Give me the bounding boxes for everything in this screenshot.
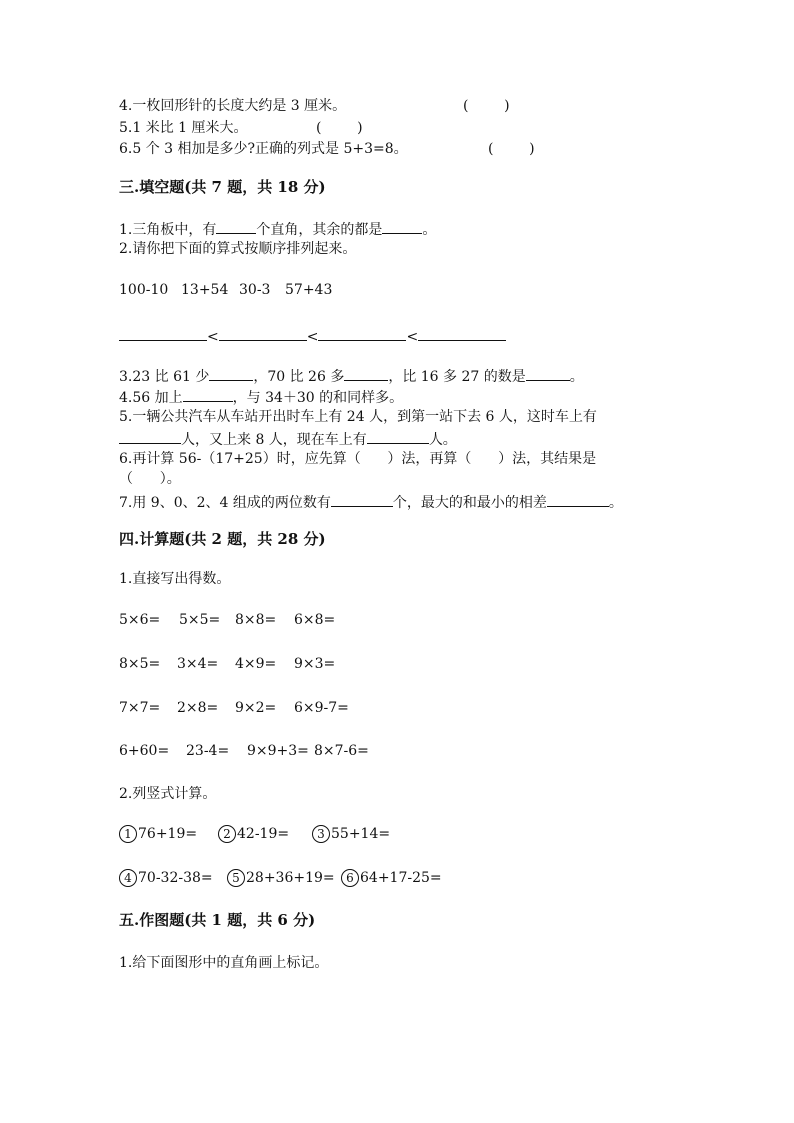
answer-blank[interactable]: [216, 219, 256, 234]
oral-calc-item: 9×3=: [294, 656, 336, 672]
fill-question-1: 1.三角板中，有 个直角，其余的都是 。: [119, 219, 436, 239]
answer-blank[interactable]: [119, 326, 207, 341]
vertical-calc-item: 4 70-32-38=: [119, 869, 213, 887]
section-heading-calculation: 四.计算题(共 2 题，共 28 分): [119, 530, 326, 548]
less-than-sign: <: [406, 329, 419, 345]
judgement-question-5: 5.1 米比 1 厘米大。: [119, 120, 248, 136]
answer-blank[interactable]: [318, 326, 406, 341]
fill-question-7: 7.用 9、0、2、4 组成的两位数有 个，最大的和最小的相差 。: [119, 492, 623, 512]
ordering-answer-line: [119, 326, 506, 346]
fill-question-5-line-2: 人，又上来 8 人，现在车上有 人。: [119, 429, 457, 449]
answer-bracket-q4: ( ): [463, 98, 510, 114]
answer-blank[interactable]: [331, 492, 393, 507]
vertical-calc-row: [119, 825, 439, 845]
circled-number: 1: [119, 825, 137, 843]
oral-calc-row: [119, 611, 419, 629]
fill-question-2: 2.请你把下面的算式按顺序排列起来。: [119, 241, 357, 257]
expression: 57+43: [285, 282, 333, 298]
answer-bracket-q5: ( ): [316, 120, 363, 136]
drawing-question-1: 1.给下面图形中的直角画上标记。: [119, 955, 329, 971]
vertical-calc-row: [119, 869, 459, 889]
vertical-calc-item: 3 55+14=: [312, 825, 390, 843]
expression: 30-3: [239, 282, 271, 298]
fill-question-3: 3.23 比 61 少 ，70 比 26 多 ，比 16 多 27 的数是 。: [119, 366, 584, 386]
oral-calc-item: 9×9+3=: [247, 743, 309, 759]
less-than-sign: <: [306, 329, 319, 345]
vertical-calc-item: 6 64+17-25=: [341, 869, 442, 887]
oral-calc-item: 6×9-7=: [294, 700, 349, 716]
circled-number: 6: [341, 869, 359, 887]
oral-calc-item: 5×5=: [179, 612, 221, 628]
oral-calc-item: 6×8=: [294, 612, 336, 628]
fill-question-6-line-2: （ ）。: [119, 471, 181, 487]
section-heading-drawing: 五.作图题(共 1 题，共 6 分): [119, 911, 316, 929]
oral-calc-item: 8×8=: [235, 612, 277, 628]
oral-calc-row: [119, 655, 419, 673]
oral-calc-item: 2×8=: [177, 700, 219, 716]
section-heading-fill-blank: 三.填空题(共 7 题，共 18 分): [119, 178, 326, 196]
vertical-calc-item: 2 42-19=: [218, 825, 289, 843]
answer-blank[interactable]: [418, 326, 506, 341]
answer-blank[interactable]: [526, 366, 570, 381]
vertical-calc-item: 1 76+19=: [119, 825, 197, 843]
circled-number: 5: [227, 869, 245, 887]
answer-bracket-q6: ( ): [488, 141, 535, 157]
answer-blank[interactable]: [547, 492, 609, 507]
circled-number: 4: [119, 869, 137, 887]
answer-blank[interactable]: [367, 429, 429, 444]
oral-calc-item: 8×7-6=: [314, 743, 369, 759]
oral-calc-item: 9×2=: [235, 700, 277, 716]
fill-question-4: 4.56 加上 ，与 34＋30 的和同样多。: [119, 387, 403, 407]
answer-blank[interactable]: [209, 366, 253, 381]
oral-calc-item: 5×6=: [119, 612, 161, 628]
circled-number: 3: [312, 825, 330, 843]
expression: 100-10: [119, 282, 169, 298]
expression: 13+54: [181, 282, 229, 298]
oral-calc-item: 6+60=: [119, 743, 170, 759]
oral-calc-row: [119, 699, 419, 717]
judgement-question-6: 6.5 个 3 相加是多少?正确的列式是 5+3=8。: [119, 141, 408, 157]
fill-question-5-line-1: 5.一辆公共汽车从车站开出时车上有 24 人，到第一站下去 6 人，这时车上有: [119, 409, 597, 425]
calc-question-2: 2.列竖式计算。: [119, 786, 217, 802]
answer-blank[interactable]: [219, 326, 307, 341]
answer-blank[interactable]: [382, 219, 422, 234]
oral-calc-item: 23-4=: [186, 743, 230, 759]
expression-list: [119, 281, 419, 299]
oral-calc-item: 3×4=: [177, 656, 219, 672]
calc-question-1: 1.直接写出得数。: [119, 571, 231, 587]
answer-blank[interactable]: [119, 429, 181, 444]
oral-calc-item: 4×9=: [235, 656, 277, 672]
less-than-sign: <: [207, 329, 219, 345]
oral-calc-row: [119, 742, 419, 760]
circled-number: 2: [218, 825, 236, 843]
fill-question-6-line-1: 6.再计算 56-（17+25）时，应先算（ ）法，再算（ ）法，其结果是: [119, 451, 597, 467]
answer-blank[interactable]: [183, 387, 233, 402]
vertical-calc-item: 5 28+36+19=: [227, 869, 335, 887]
answer-blank[interactable]: [344, 366, 388, 381]
oral-calc-item: 7×7=: [119, 700, 161, 716]
oral-calc-item: 8×5=: [119, 656, 161, 672]
judgement-question-4: 4.一枚回形针的长度大约是 3 厘米。: [119, 98, 347, 114]
